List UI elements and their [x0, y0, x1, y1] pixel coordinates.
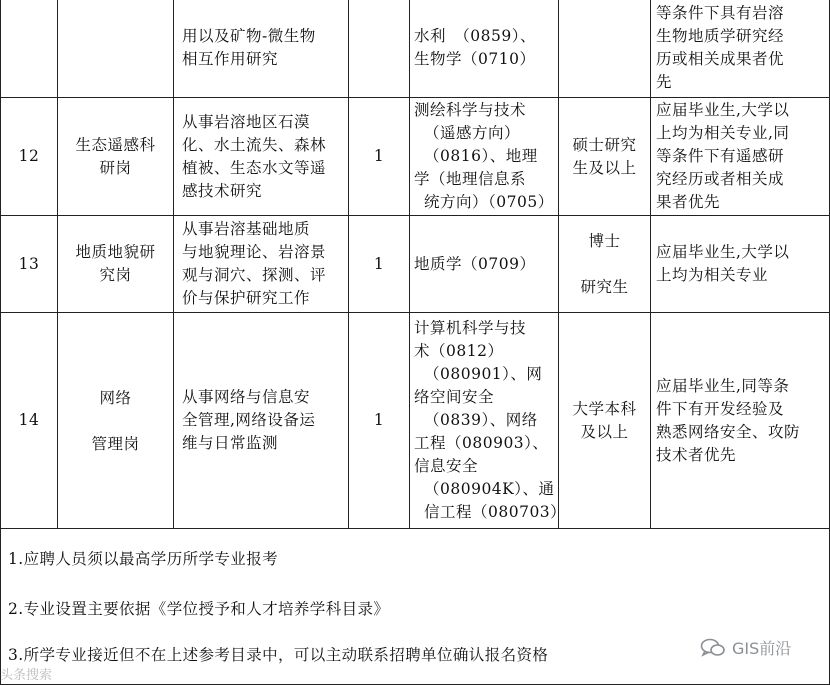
- watermark-left: 头条搜索: [0, 668, 53, 683]
- position-index: 12: [1, 98, 58, 216]
- position-major-line: 生物学（0710）: [414, 50, 536, 68]
- position-major-line: （080904K）、通: [424, 480, 555, 498]
- position-other-requirements: [651, 216, 830, 313]
- note-1: 1.应聘人员须以最高学历所学专业报考: [8, 550, 278, 568]
- position-degree-line: 博士: [588, 232, 621, 250]
- position-title-line: 网络: [99, 388, 132, 407]
- position-duty: [174, 216, 349, 313]
- position-degree: [559, 216, 651, 313]
- position-title-line: 究岗: [99, 266, 132, 284]
- position-title: [58, 313, 174, 529]
- table-row: [1, 98, 830, 216]
- position-title: [58, 98, 174, 216]
- position-degree-line: 硕士研究: [572, 135, 637, 154]
- position-other-requirements: [651, 98, 830, 216]
- position-title-line: 地质地貌研: [75, 243, 156, 261]
- table-row: [1, 0, 830, 98]
- position-other-requirements-line: 应届毕业生,同等条: [656, 376, 790, 395]
- position-index: [1, 0, 58, 98]
- position-duty-line: 感技术研究: [182, 181, 263, 200]
- position-major-line: （0839）、网络: [424, 411, 538, 429]
- position-count: 1: [349, 216, 410, 313]
- position-other-requirements-line: 等条件下有遥感研: [656, 147, 785, 165]
- position-other-requirements-line: 上均为相关专业,同: [656, 124, 790, 142]
- position-major-line: 测绘科学与技术: [414, 101, 527, 119]
- position-degree-line: 及以上: [580, 422, 629, 441]
- position-major-line: 术（0812）: [414, 342, 504, 360]
- position-degree: [559, 0, 651, 98]
- position-other-requirements-line: 件下有开发经验及: [656, 399, 785, 418]
- position-duty-line: 维与日常监测: [182, 434, 279, 452]
- position-other-requirements-line: 上均为相关专业: [656, 266, 769, 284]
- position-count: [349, 0, 410, 98]
- position-duty-line: 观与洞穴、探测、评: [182, 266, 327, 284]
- position-degree-line: 生及以上: [572, 158, 637, 177]
- watermark-text: GIS前沿: [732, 639, 792, 658]
- position-duty: [174, 98, 349, 216]
- position-degree: [559, 313, 651, 529]
- position-duty-line: 植被、生态水文等遥: [182, 158, 327, 177]
- position-duty-line: 全管理,网络设备运: [182, 411, 316, 429]
- watermark-account: [700, 636, 791, 659]
- position-other-requirements-line: 生物地质学研究经: [656, 27, 785, 45]
- position-index: 14: [1, 313, 58, 529]
- position-major-line: （遥感方向）: [424, 124, 521, 142]
- position-other-requirements-line: 技术者优先: [656, 445, 737, 464]
- position-duty-line: 从事网络与信息安: [182, 388, 311, 406]
- position-other-requirements-line: 果者优先: [656, 193, 721, 211]
- position-duty-line: 从事岩溶基础地质: [182, 220, 311, 238]
- position-major-line: 信息安全: [414, 457, 479, 475]
- position-duty-line: 从事岩溶地区石漠: [182, 112, 311, 131]
- position-other-requirements-line: 等条件下具有岩溶: [656, 4, 785, 22]
- position-major-line: 地质学（0709）: [414, 254, 536, 273]
- position-duty-line: 相互作用研究: [182, 50, 279, 68]
- position-major: [410, 216, 559, 313]
- position-other-requirements-line: 应届毕业生,大学以: [656, 101, 790, 119]
- note-3: 3.所学专业接近但不在上述参考目录中，可以主动联系招聘单位确认报名资格: [8, 646, 549, 664]
- note-2: 2.专业设置主要依据《学位授予和人才培养学科目录》: [8, 600, 390, 618]
- position-major-line: 统方向）（0705）: [424, 193, 554, 211]
- position-major-line: 络空间安全: [414, 388, 495, 406]
- position-title-line: 生态遥感科: [75, 135, 156, 154]
- position-duty: [174, 0, 349, 98]
- position-duty-line: 用以及矿物-微生物: [182, 27, 316, 45]
- position-duty-line: 化、水土流失、森林: [182, 135, 327, 154]
- position-other-requirements-line: 历或相关成果者优: [656, 50, 785, 68]
- position-major: [410, 313, 567, 529]
- position-major-line: 信工程（080703）: [424, 503, 567, 521]
- position-other-requirements-line: 先: [656, 73, 673, 91]
- position-degree-line: 研究生: [580, 278, 629, 296]
- position-title: [58, 216, 174, 313]
- position-other-requirements-line: 应届毕业生,大学以: [656, 243, 790, 261]
- position-major: [410, 0, 559, 98]
- position-other-requirements-line: 究经历或者相关成: [656, 170, 785, 188]
- table-row: [1, 313, 830, 529]
- position-major-line: （080901）、网: [424, 365, 543, 383]
- position-other-requirements: [651, 313, 830, 529]
- position-count: 1: [349, 313, 410, 529]
- position-title-line: 管理岗: [91, 434, 140, 453]
- position-duty-line: 价与保护研究工作: [182, 289, 311, 307]
- position-major-line: 水利 （0859）、: [414, 27, 536, 45]
- position-duty-line: 与地貌理论、岩溶景: [182, 243, 327, 261]
- position-degree-line: 大学本科: [572, 399, 637, 418]
- position-other-requirements: [651, 0, 830, 98]
- position-degree: [559, 98, 651, 216]
- position-index: 13: [1, 216, 58, 313]
- position-major-line: 工程（080903）、: [414, 434, 549, 452]
- position-title: [58, 0, 174, 98]
- position-major: [410, 98, 559, 216]
- wechat-bubble-icon: [700, 638, 726, 658]
- position-major-line: 学（地理信息系: [414, 170, 527, 188]
- position-major-line: 计算机科学与技: [414, 319, 527, 337]
- position-other-requirements-line: 熟悉网络安全、攻防: [656, 422, 801, 441]
- position-count: 1: [349, 98, 410, 216]
- table-row: [1, 216, 830, 313]
- position-major-line: （0816）、地理: [424, 147, 538, 165]
- position-duty: [174, 313, 349, 529]
- position-title-line: 研岗: [99, 158, 132, 177]
